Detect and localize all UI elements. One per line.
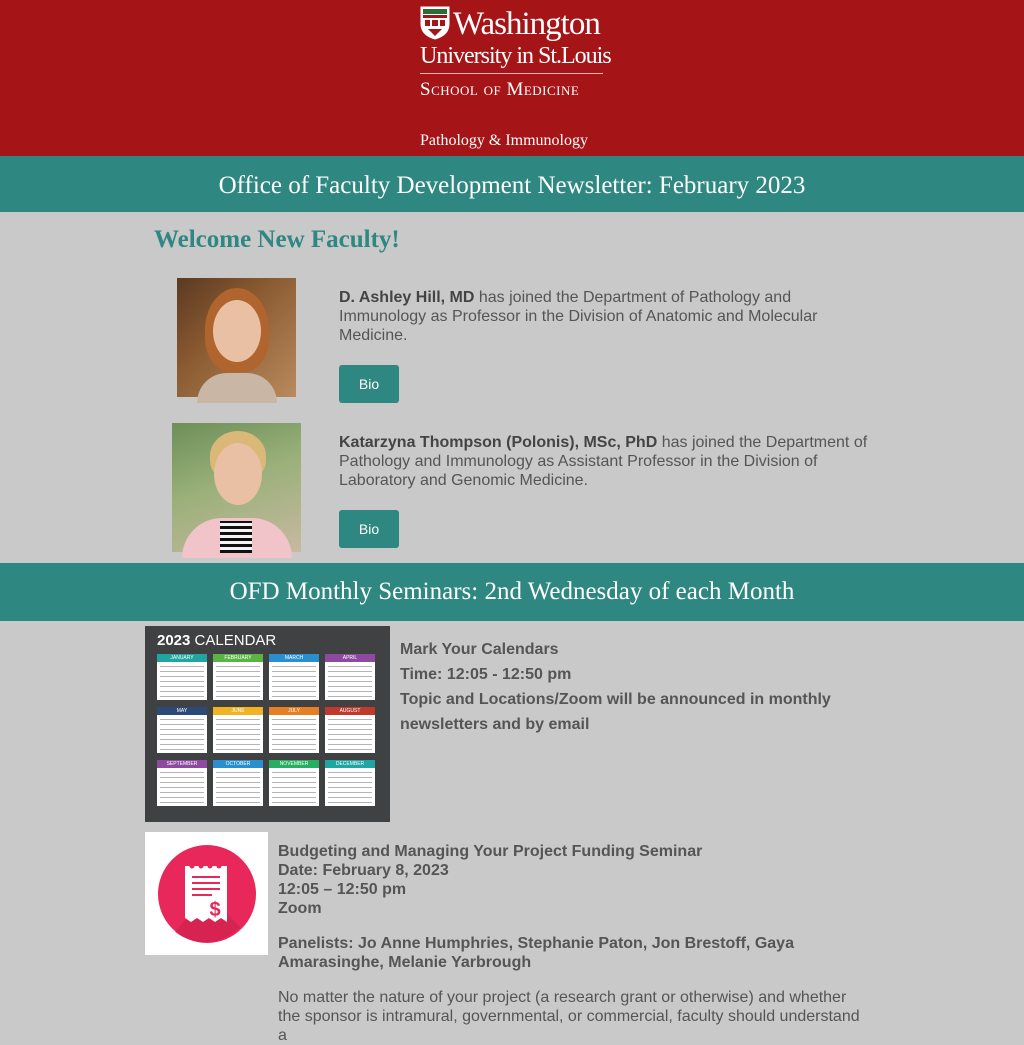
bio-button-hill[interactable]: Bio (339, 365, 399, 403)
calendar-month-label: FEBRUARY (213, 654, 263, 662)
department-name: Pathology & Immunology (420, 132, 588, 149)
event-location: Zoom (278, 900, 322, 917)
calendar-month-label: AUGUST (325, 707, 375, 715)
faculty-name: Katarzyna Thompson (Polonis), MSc, PhD (339, 434, 658, 451)
calendar-month-november (269, 760, 319, 806)
calendar-days-grid (160, 718, 204, 750)
calendar-month-label: MARCH (269, 654, 319, 662)
shield-icon (420, 6, 450, 40)
calendar-month-september (157, 760, 207, 806)
calendar-days-grid (160, 665, 204, 697)
faculty-description: has joined the Department of Pathology and Immunology as Professor in the Division of Anatomic and Molecular Medicine. (339, 289, 818, 344)
newsletter-title-banner: Office of Faculty Development Newsletter: February 2023 (0, 156, 1024, 212)
calendar-2023-image (145, 626, 390, 822)
calendar-days-grid (272, 718, 316, 750)
budget-invoice-icon (145, 832, 268, 955)
header-banner (0, 0, 1024, 156)
logo-university: University in St.Louis (420, 43, 611, 69)
calendar-month-october (213, 760, 263, 806)
calendar-month-label: MAY (157, 707, 207, 715)
calendar-year: 2023 (157, 632, 191, 649)
calendar-month-label: NOVEMBER (269, 760, 319, 768)
event-panelists: Panelists: Jo Anne Humphries, Stephanie Paton, Jon Brestoff, Gaya Amarasinghe, Melanie Yarbrough (278, 935, 794, 971)
calendar-days-grid (272, 665, 316, 697)
calendar-month-january (157, 654, 207, 700)
calendar-months-grid (157, 654, 379, 806)
calendar-month-february (213, 654, 263, 700)
bio-button-thompson[interactable]: Bio (339, 510, 399, 548)
spacer (278, 918, 868, 934)
calendar-days-grid (216, 665, 260, 697)
event-details (278, 842, 868, 1045)
faculty-description: has joined the Department of Pathology and Immunology as Assistant Professor in the Division of Laboratory and Genomic Medicine. (339, 434, 868, 489)
event-description: No matter the nature of your project (a research grant or otherwise) and whether the sponsor is intramural, governmental, or commercial, faculty should understand a (278, 989, 860, 1044)
seminar-info-line: Mark Your Calendars (400, 641, 559, 658)
calendar-month-label: SEPTEMBER (157, 760, 207, 768)
calendar-days-grid (328, 665, 372, 697)
svg-text:$: $ (209, 899, 221, 921)
calendar-days-grid (216, 771, 260, 803)
faculty-bio-thompson (339, 433, 874, 490)
shirt-shape (197, 373, 277, 403)
logo-school-of-medicine: School of Medicine (420, 79, 580, 100)
calendar-month-december (325, 760, 375, 806)
seminar-info-line: Time: 12:05 - 12:50 pm (400, 666, 572, 683)
seminar-info (400, 637, 860, 737)
calendar-days-grid (328, 718, 372, 750)
face-shape (213, 300, 261, 362)
calendar-days-grid (272, 771, 316, 803)
calendar-month-label: JUNE (213, 707, 263, 715)
event-time: 12:05 – 12:50 pm (278, 881, 407, 898)
calendar-month-august (325, 707, 375, 753)
face-shape (214, 443, 262, 505)
spacer (278, 972, 868, 988)
seminar-info-line: Topic and Locations/Zoom will be announced in monthly newsletters and by email (400, 691, 831, 733)
welcome-heading: Welcome New Faculty! (154, 226, 400, 253)
calendar-month-june (213, 707, 263, 753)
event-title: Budgeting and Managing Your Project Funding Seminar (278, 843, 703, 860)
calendar-month-label: DECEMBER (325, 760, 375, 768)
faculty-photo-thompson (172, 423, 301, 552)
calendar-month-label: JANUARY (157, 654, 207, 662)
calendar-title (157, 632, 276, 649)
faculty-bio-hill (339, 288, 874, 345)
calendar-month-march (269, 654, 319, 700)
invoice-dollar-icon (145, 832, 268, 955)
calendar-month-label: JULY (269, 707, 319, 715)
faculty-name: D. Ashley Hill, MD (339, 289, 475, 306)
calendar-month-label: OCTOBER (213, 760, 263, 768)
calendar-month-july (269, 707, 319, 753)
calendar-days-grid (328, 771, 372, 803)
calendar-days-grid (160, 771, 204, 803)
university-logo[interactable] (420, 4, 610, 104)
calendar-days-grid (216, 718, 260, 750)
logo-washington: Washington (453, 6, 600, 42)
seminars-banner: OFD Monthly Seminars: 2nd Wednesday of each Month (0, 563, 1024, 621)
calendar-month-label: APRIL (325, 654, 375, 662)
calendar-month-may (157, 707, 207, 753)
striped-shirt-shape (220, 521, 252, 553)
faculty-photo-hill (177, 278, 296, 397)
logo-divider (420, 73, 603, 74)
calendar-label: CALENDAR (194, 632, 277, 649)
event-date: Date: February 8, 2023 (278, 862, 449, 879)
calendar-month-april (325, 654, 375, 700)
